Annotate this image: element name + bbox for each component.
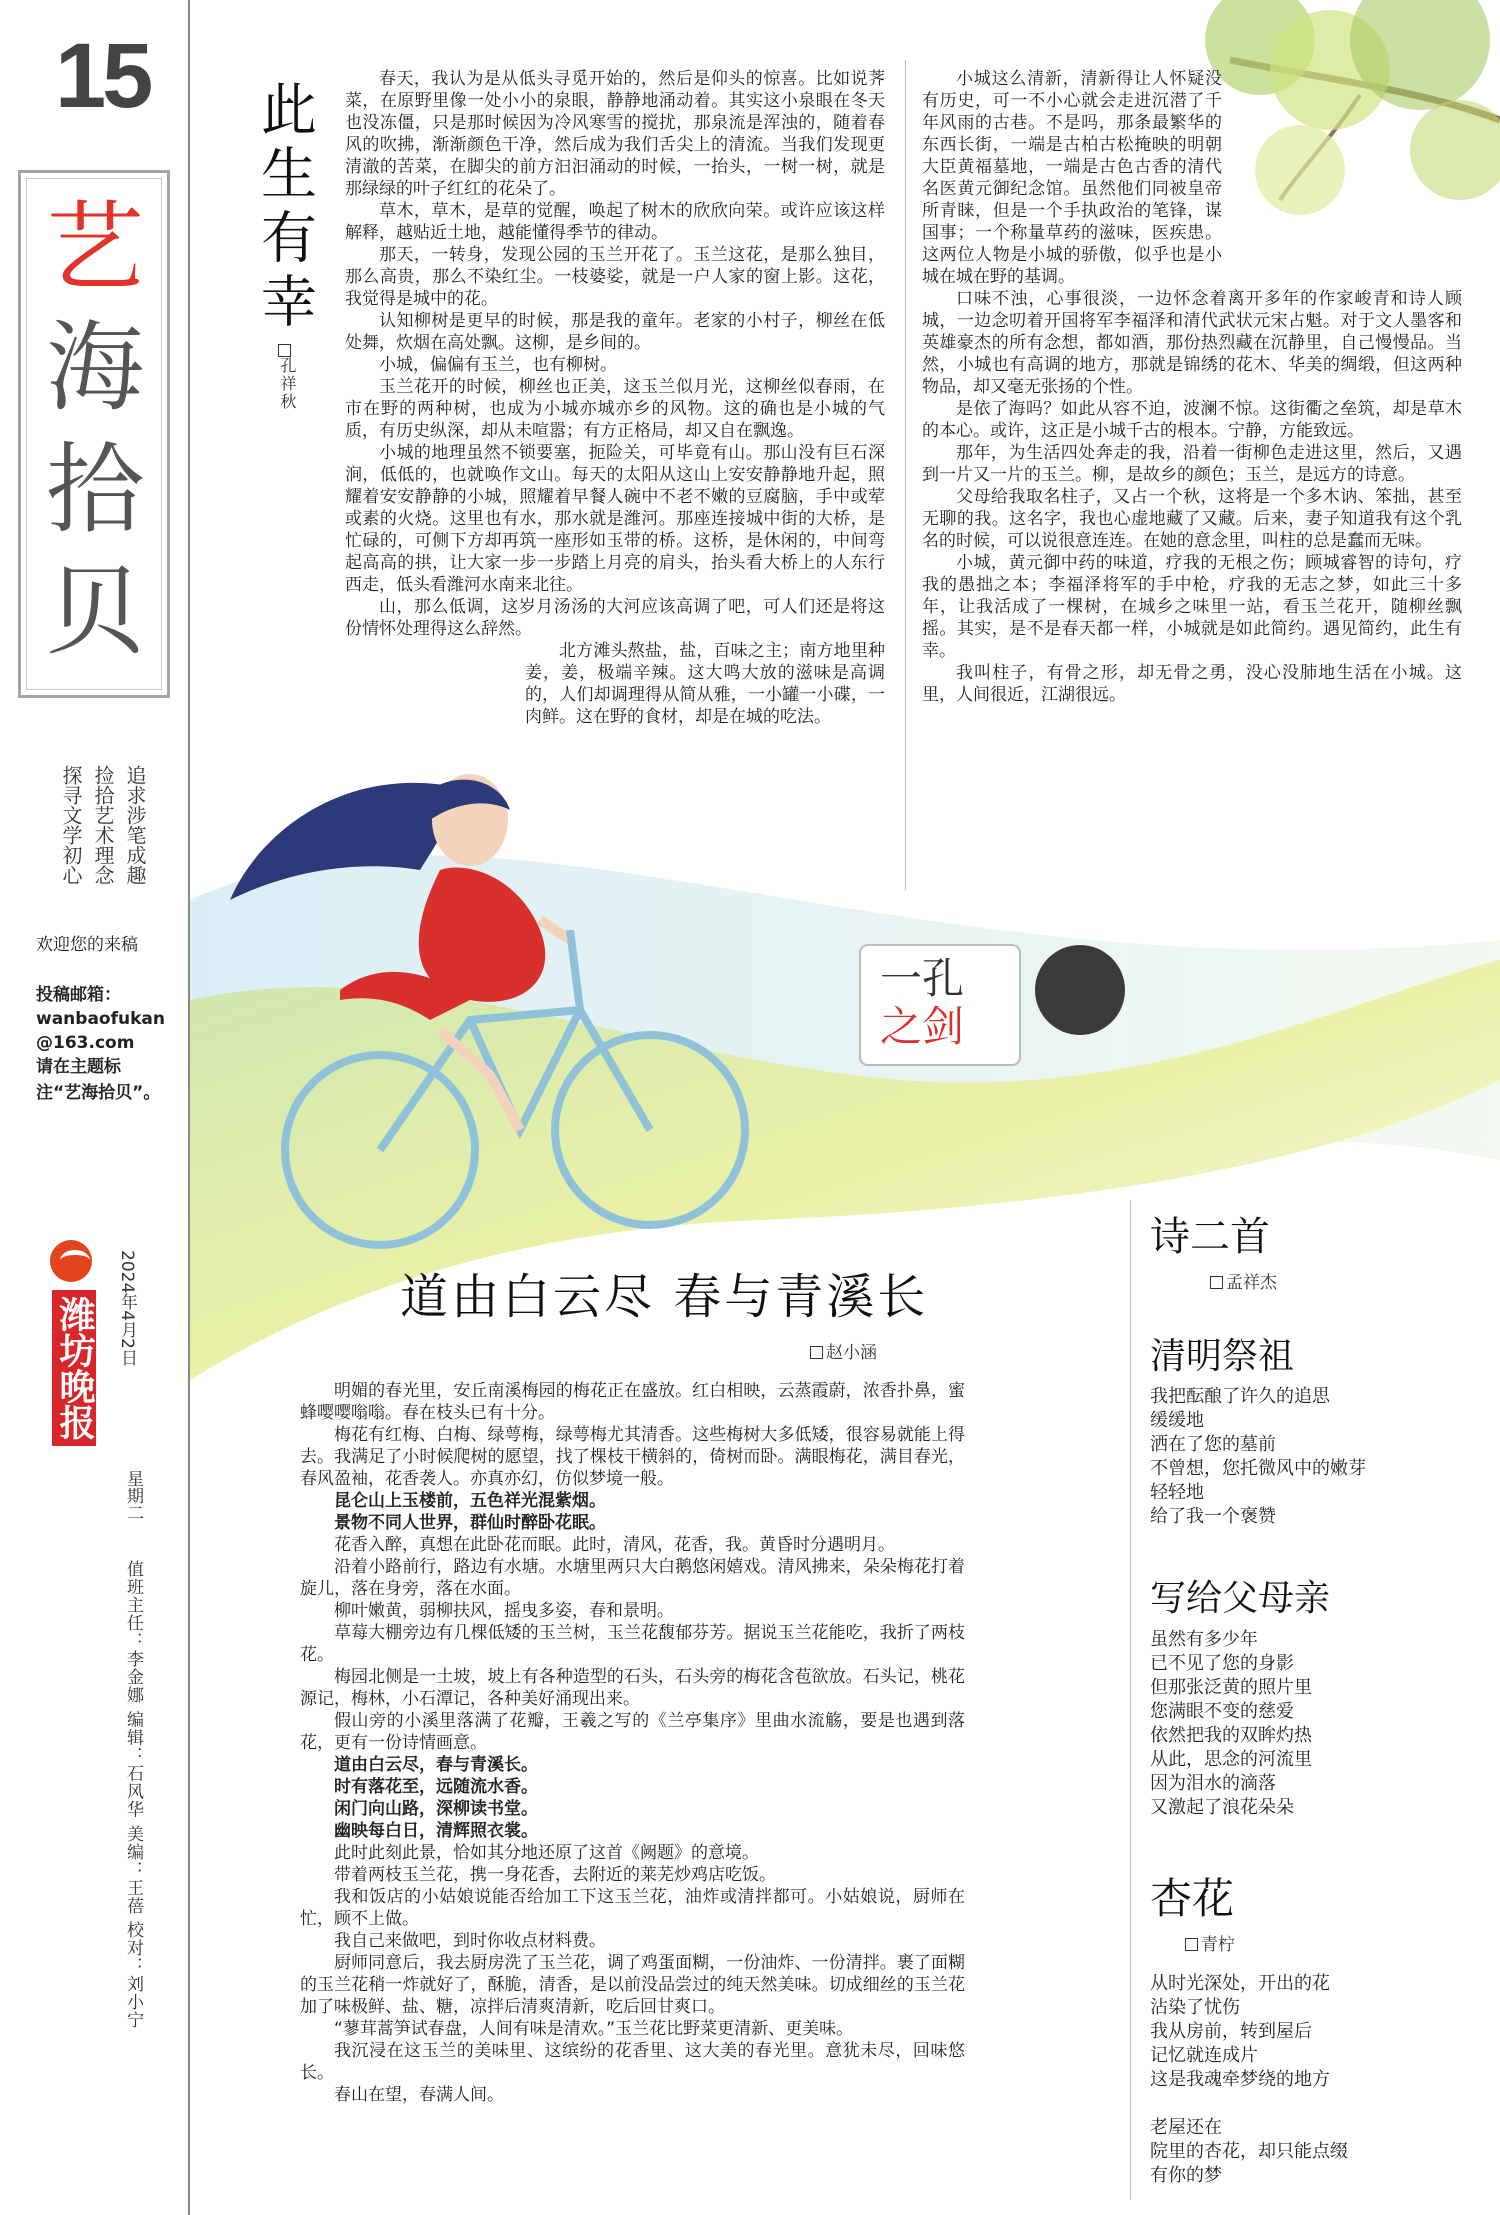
poem-verse: 景物不同人世界，群仙时醉卧花眠。 [334, 1513, 606, 1533]
poem-line: 从此，思念的河流里 [1150, 1749, 1312, 1770]
paragraph: 我沉浸在这玉兰的美味里、这缤纷的花香里、这大美的春光里。意犹未尽，回味悠长。 [300, 2041, 965, 2083]
article2-body [300, 1380, 965, 2106]
paragraph: 花香入醉，真想在此卧花而眠。此时，清风，花香，我。黄昏时分遇明月。 [334, 1535, 895, 1555]
column-divider [905, 60, 906, 890]
article1-column-1 [345, 68, 885, 728]
paragraph: 沿着小路前行，路边有水塘。水塘里两只大白鹅悠闲嬉戏。清风拂来，朵朵梅花打着旋儿，落在身旁，落在水面。 [300, 1557, 965, 1599]
issue-weekday: 星期二 [123, 1470, 143, 1521]
slogan-2: 捡拾艺术理念 [91, 765, 115, 885]
column-logo-line-2: 之剑 [880, 1002, 965, 1051]
poem-line: 这是我魂牵梦绕的地方 [1150, 2069, 1330, 2090]
slogan-1: 追求涉笔成趣 [123, 765, 147, 885]
paragraph: 春山在望，春满人间。 [334, 2085, 504, 2105]
paragraph: 厨师同意后，我去厨房洗了玉兰花，调了鸡蛋面糊，一份油炸、一份清拌。裹了面糊的玉兰花稍一炸就好了，酥脆，清香，是以前没品尝过的纯天然美味。切成细丝的玉兰花加了味极鲜、盐、糖，凉拌后清爽清新，吃后回甘爽口。 [300, 1953, 965, 2017]
email-note: 请在主题标注“艺海拾贝”。 [36, 1057, 161, 1103]
article2-title: 道由白云尽 春与青溪长 [400, 1269, 929, 1325]
article2-author: 赵小涵 [826, 1343, 877, 1363]
paragraph: 明媚的春光里，安丘南溪梅园的梅花正在盛放。红白相映，云蒸霞蔚，浓香扑鼻，蜜蜂嘤嘤嗡嗡。春在枝头已有十分。 [300, 1381, 965, 1423]
poem2-body [1150, 1628, 1480, 1820]
issue-date: 2024年4月2日 [117, 1250, 137, 1366]
poem-line: 我把酝酿了许久的追思 [1150, 1386, 1330, 1407]
poem-line: 但那张泛黄的照片里 [1150, 1677, 1312, 1698]
paragraph: 北方滩头熬盐，盐，百味之主；南方地里种姜，姜，极端辛辣。这大鸣大放的滋味是高调的，人们却调理得从简从雅，一小罐一小碟，一肉鲜。这在野的食材，却是在城的吃法。 [525, 641, 885, 727]
column-char-1: 艺 [45, 191, 144, 305]
poem-line: 虽然有多少年 [1150, 1629, 1258, 1650]
poem-line: 有你的梦 [1150, 2165, 1222, 2186]
paragraph: 我叫柱子，有骨之形，却无骨之勇，没心没肺地生活在小城。这里，人间很近，江湖很远。 [922, 663, 1462, 705]
poems-author: 孟祥杰 [1226, 1273, 1277, 1293]
welcome-note: 欢迎您的来稿 [36, 935, 138, 955]
poem3-byline [1185, 1930, 1235, 1955]
paragraph: 玉兰花开的时候，柳丝也正美，这玉兰似月光，这柳丝似春雨，在市在野的两种树，也成为小城亦城亦乡的风物。这的确也是小城的气质，有历史纵深，却从未喧嚣；有方正格局，却又自在飘逸。 [345, 377, 885, 441]
poem3-body [1150, 1972, 1480, 2188]
column-char-4: 贝 [45, 555, 144, 669]
poem-line: 因为泪水的滴落 [1150, 1773, 1276, 1794]
page-number: 15 [55, 25, 150, 127]
paragraph: 小城的地理虽然不锁要塞，扼险关，可毕竟有山。那山没有巨石深涧，低低的，也就唤作文山。每天的太阳从这山上安安静静地升起，照耀着安安静静的小城，照耀着早餐人碗中不老不嫩的豆腐脑，手中或荤或素的火烧。这里也有水，那水就是潍河。那座连接城中街的大桥，是忙碌的，可侧下方却再筑一座形如玉带的桥。这桥，是休闲的，中间弯起高高的拱，让大家一步一步踏上月亮的肩头，抬头看大桥上的人东行西走，低头看潍河水南来北往。 [345, 443, 885, 595]
article1-byline [276, 344, 299, 411]
staff-credits: 值班主任：李金娜 编辑：石风华 美编：王蓓 校对：刘小宁 [123, 1560, 143, 2030]
poem1-title: 清明祭祖 [1150, 1336, 1295, 1377]
poem-line [1150, 2092, 1480, 2116]
paragraph: 带着两枝玉兰花，携一身花香，去附近的莱芜炒鸡店吃饭。 [334, 1865, 776, 1885]
paragraph: 认知柳树是更早的时候，那是我的童年。老家的小村子，柳丝在低处舞，炊烟在高处飘。这柳，是乡间的。 [345, 311, 885, 353]
paragraph: 草莓大棚旁边有几棵低矮的玉兰树，玉兰花馥郁芬芳。据说玉兰花能吃，我折了两枝花。 [300, 1623, 965, 1665]
byline-box-icon [1210, 1276, 1223, 1289]
poem-line: 我从房前，转到屋后 [1150, 2021, 1312, 2042]
email-domain[interactable]: @163.com [36, 1033, 135, 1053]
poem1-body [1150, 1385, 1480, 1529]
paragraph: 是依了海吗？如此从容不迫，波澜不惊。这街衢之垒筑，却是草木的本心。或许，这正是小城千古的根本。宁静，方能致远。 [922, 399, 1462, 441]
paragraph: 那天，一转身，发现公园的玉兰开花了。玉兰这花，是那么独目，那么高贵，那么不染红尘。一枝婆娑，就是一户人家的窗上影。这花，我觉得是城中的花。 [345, 245, 885, 309]
poem-verse: 道由白云尽，春与青溪长。 [334, 1755, 538, 1775]
poem3-title: 杏花 [1150, 1874, 1235, 1923]
poems-group-title: 诗二首 [1150, 1214, 1270, 1260]
paragraph: 草木，草木，是草的觉醒，唤起了树木的欣欣向荣。或许应该这样解释，越贴近土地，越能懂得季节的律动。 [345, 201, 885, 243]
paragraph: 梅花有红梅、白梅、绿萼梅，绿萼梅尤其清香。这些梅树大多低矮，很容易就能上得去。我满足了小时候爬树的愿望，找了棵枝干横斜的，倚树而卧。满眼梅花，满目春光，春风盈袖，花香袭人。亦真亦幻，仿似梦境一般。 [300, 1425, 965, 1489]
paragraph: 梅园北侧是一土坡，坡上有各种造型的石头，石头旁的梅花含苞欲放。石头记，桃花源记，梅林，小石潭记，各种美好涌现出来。 [300, 1667, 965, 1709]
poem3-author: 青柠 [1201, 1935, 1235, 1955]
poem-line: 老屋还在 [1150, 2117, 1222, 2138]
sidebar-divider [188, 0, 190, 2215]
poem-line: 轻轻地 [1150, 1482, 1204, 1503]
article1-column-2 [922, 68, 1462, 706]
paragraph: 假山旁的小溪里落满了花瓣，王羲之写的《兰亭集序》里曲水流觞，要是也遇到落花，更有一份诗情画意。 [300, 1711, 965, 1753]
poem-line: 依然把我的双眸灼热 [1150, 1725, 1312, 1746]
column-char-3: 拾 [45, 433, 144, 547]
poem-verse: 昆仑山上玉楼前，五色祥光混紫烟。 [334, 1491, 606, 1511]
poem2-title: 写给父母亲 [1150, 1578, 1331, 1619]
poem-line: 洒在了您的墓前 [1150, 1434, 1276, 1455]
poems-byline [1210, 1268, 1277, 1293]
poem-line: 又激起了浪花朵朵 [1150, 1797, 1294, 1818]
poem-line: 记忆就连成片 [1150, 2045, 1258, 2066]
paragraph: 柳叶嫩黄，弱柳扶风，摇曳多姿，春和景明。 [334, 1601, 674, 1621]
poem-line: 沾染了忧伤 [1150, 1997, 1240, 2018]
poem-line: 缓缓地 [1150, 1410, 1204, 1431]
paragraph: 山，那么低调，这岁月汤汤的大河应该高调了吧，可人们还是将这份情怀处理得这么辞然。 [345, 597, 885, 639]
paragraph: 口味不浊，心事很淡，一边怀念着离开多年的作家峻青和诗人顾城，一边念叨着开国将军李福泽和清代武状元宋占魁。对于文人墨客和英雄豪杰的所有念想，都如酒，那份热烈藏在沉静里，自己慢慢品。当然，小城也有高调的地方，那就是锦绣的花木、华美的绸缎，但这两种物品，却又毫无张扬的个性。 [922, 289, 1462, 397]
paragraph: 小城这么清新，清新得让人怀疑没有历史，可一不小心就会走进沉潜了千年风雨的古巷。不是吗，那条最繁华的东西长街，一端是古柏古松掩映的明朝大臣黄福墓地，一端是古色古香的清代名医黄元御纪念馆。虽然他们同被皇帝所青睐，但是一个手执政治的笔锋，谋国事；一个称量草药的滋味，医疾患。这两位人物是小城的骄傲，似乎也是小城在城在野的基调。 [922, 69, 1222, 287]
poem-line: 从时光深处，开出的花 [1150, 1973, 1330, 1994]
poem-line: 不曾想，您托微风中的嫩芽 [1150, 1458, 1366, 1479]
slogan-3: 探寻文学初心 [59, 765, 83, 885]
poem-line: 您满眼不变的慈爱 [1150, 1701, 1294, 1722]
paragraph: 此时此刻此景，恰如其分地还原了这首《阙题》的意境。 [334, 1843, 759, 1863]
poem-verse: 幽映每白日，清辉照衣裳。 [334, 1821, 538, 1841]
email-label: 投稿邮箱： [36, 985, 121, 1005]
poem-divider [1130, 1200, 1131, 2200]
paragraph: “蓼茸蒿笋试春盘，人间有味是清欢。”玉兰花比野菜更清新、更美味。 [334, 2019, 854, 2039]
newspaper-logo-icon [50, 1240, 92, 1282]
byline-box-icon [1185, 1938, 1198, 1951]
paragraph: 父母给我取名柱子，又占一个秋，这将是一个多木讷、笨拙，甚至无聊的我。这名字，我也心虚地藏了又藏。后来，妻子知道我有这个乳名的时候，可以说很意连连。在她的意念里，叫柱的总是蠢而无味。 [922, 487, 1462, 551]
column-title [26, 178, 162, 690]
newspaper-name: 潍坊晚报 [52, 1290, 96, 1446]
paragraph: 小城，偏偏有玉兰，也有柳树。 [379, 355, 617, 375]
poem-verse: 时有落花至，远随流水香。 [334, 1777, 538, 1797]
article2-byline [810, 1338, 877, 1363]
article1-title: 此生有幸 [252, 80, 317, 336]
paragraph: 小城，黄元御中药的味道，疗我的无根之伤；顾城睿智的诗句，疗我的愚拙之本；李福泽将军的手中枪，疗我的无志之梦，如此三十多年，让我活成了一棵树，在城乡之味里一站，看玉兰花开，随柳丝飘摇。其实，是不是春天都一样，小城就是如此简约。遇见简约，此生有幸。 [922, 553, 1462, 661]
paragraph: 那年，为生活四处奔走的我，沿着一街柳色走进这里，然后，又遇到一片又一片的玉兰。柳，是故乡的颜色；玉兰，是远方的诗意。 [922, 443, 1462, 485]
column-logo-line-1: 一孔 [880, 954, 965, 1003]
column-char-2: 海 [45, 311, 144, 425]
poem-verse: 闲门向山路，深柳读书堂。 [334, 1799, 538, 1819]
byline-box-icon [278, 344, 291, 357]
author-portrait [1035, 945, 1125, 1035]
poem-line: 院里的杏花，却只能点缀 [1150, 2141, 1348, 2162]
paragraph: 春天，我认为是从低头寻觅开始的，然后是仰头的惊喜。比如说荠菜，在原野里像一处小小的泉眼，静静地涌动着。其实这小泉眼在冬天也没冻僵，只是那时候因为冷风寒雪的搅扰，那泉流是浑浊的，随着春风的吹拂，渐渐颜色干净，然后成为我们舌尖上的清流。当我们发现更清澈的苦菜，在脚尖的前方汩汩涌动的时候，一抬头，一树一树，就是那绿绿的叶子红红的花朵了。 [345, 69, 885, 199]
column-logo-text [880, 955, 1010, 1051]
email-user[interactable]: wanbaofukan [36, 1009, 165, 1029]
paragraph: 我自己来做吧，到时你收点材料费。 [334, 1931, 606, 1951]
article1-author: 孔祥秋 [278, 357, 297, 411]
poem-line: 给了我一个褒赞 [1150, 1506, 1276, 1527]
byline-box-icon [810, 1346, 823, 1359]
poem-line: 已不见了您的身影 [1150, 1653, 1294, 1674]
paragraph: 我和饭店的小姑娘说能否给加工下这玉兰花，油炸或清拌都可。小姑娘说，厨师在忙，顾不上做。 [300, 1887, 965, 1929]
